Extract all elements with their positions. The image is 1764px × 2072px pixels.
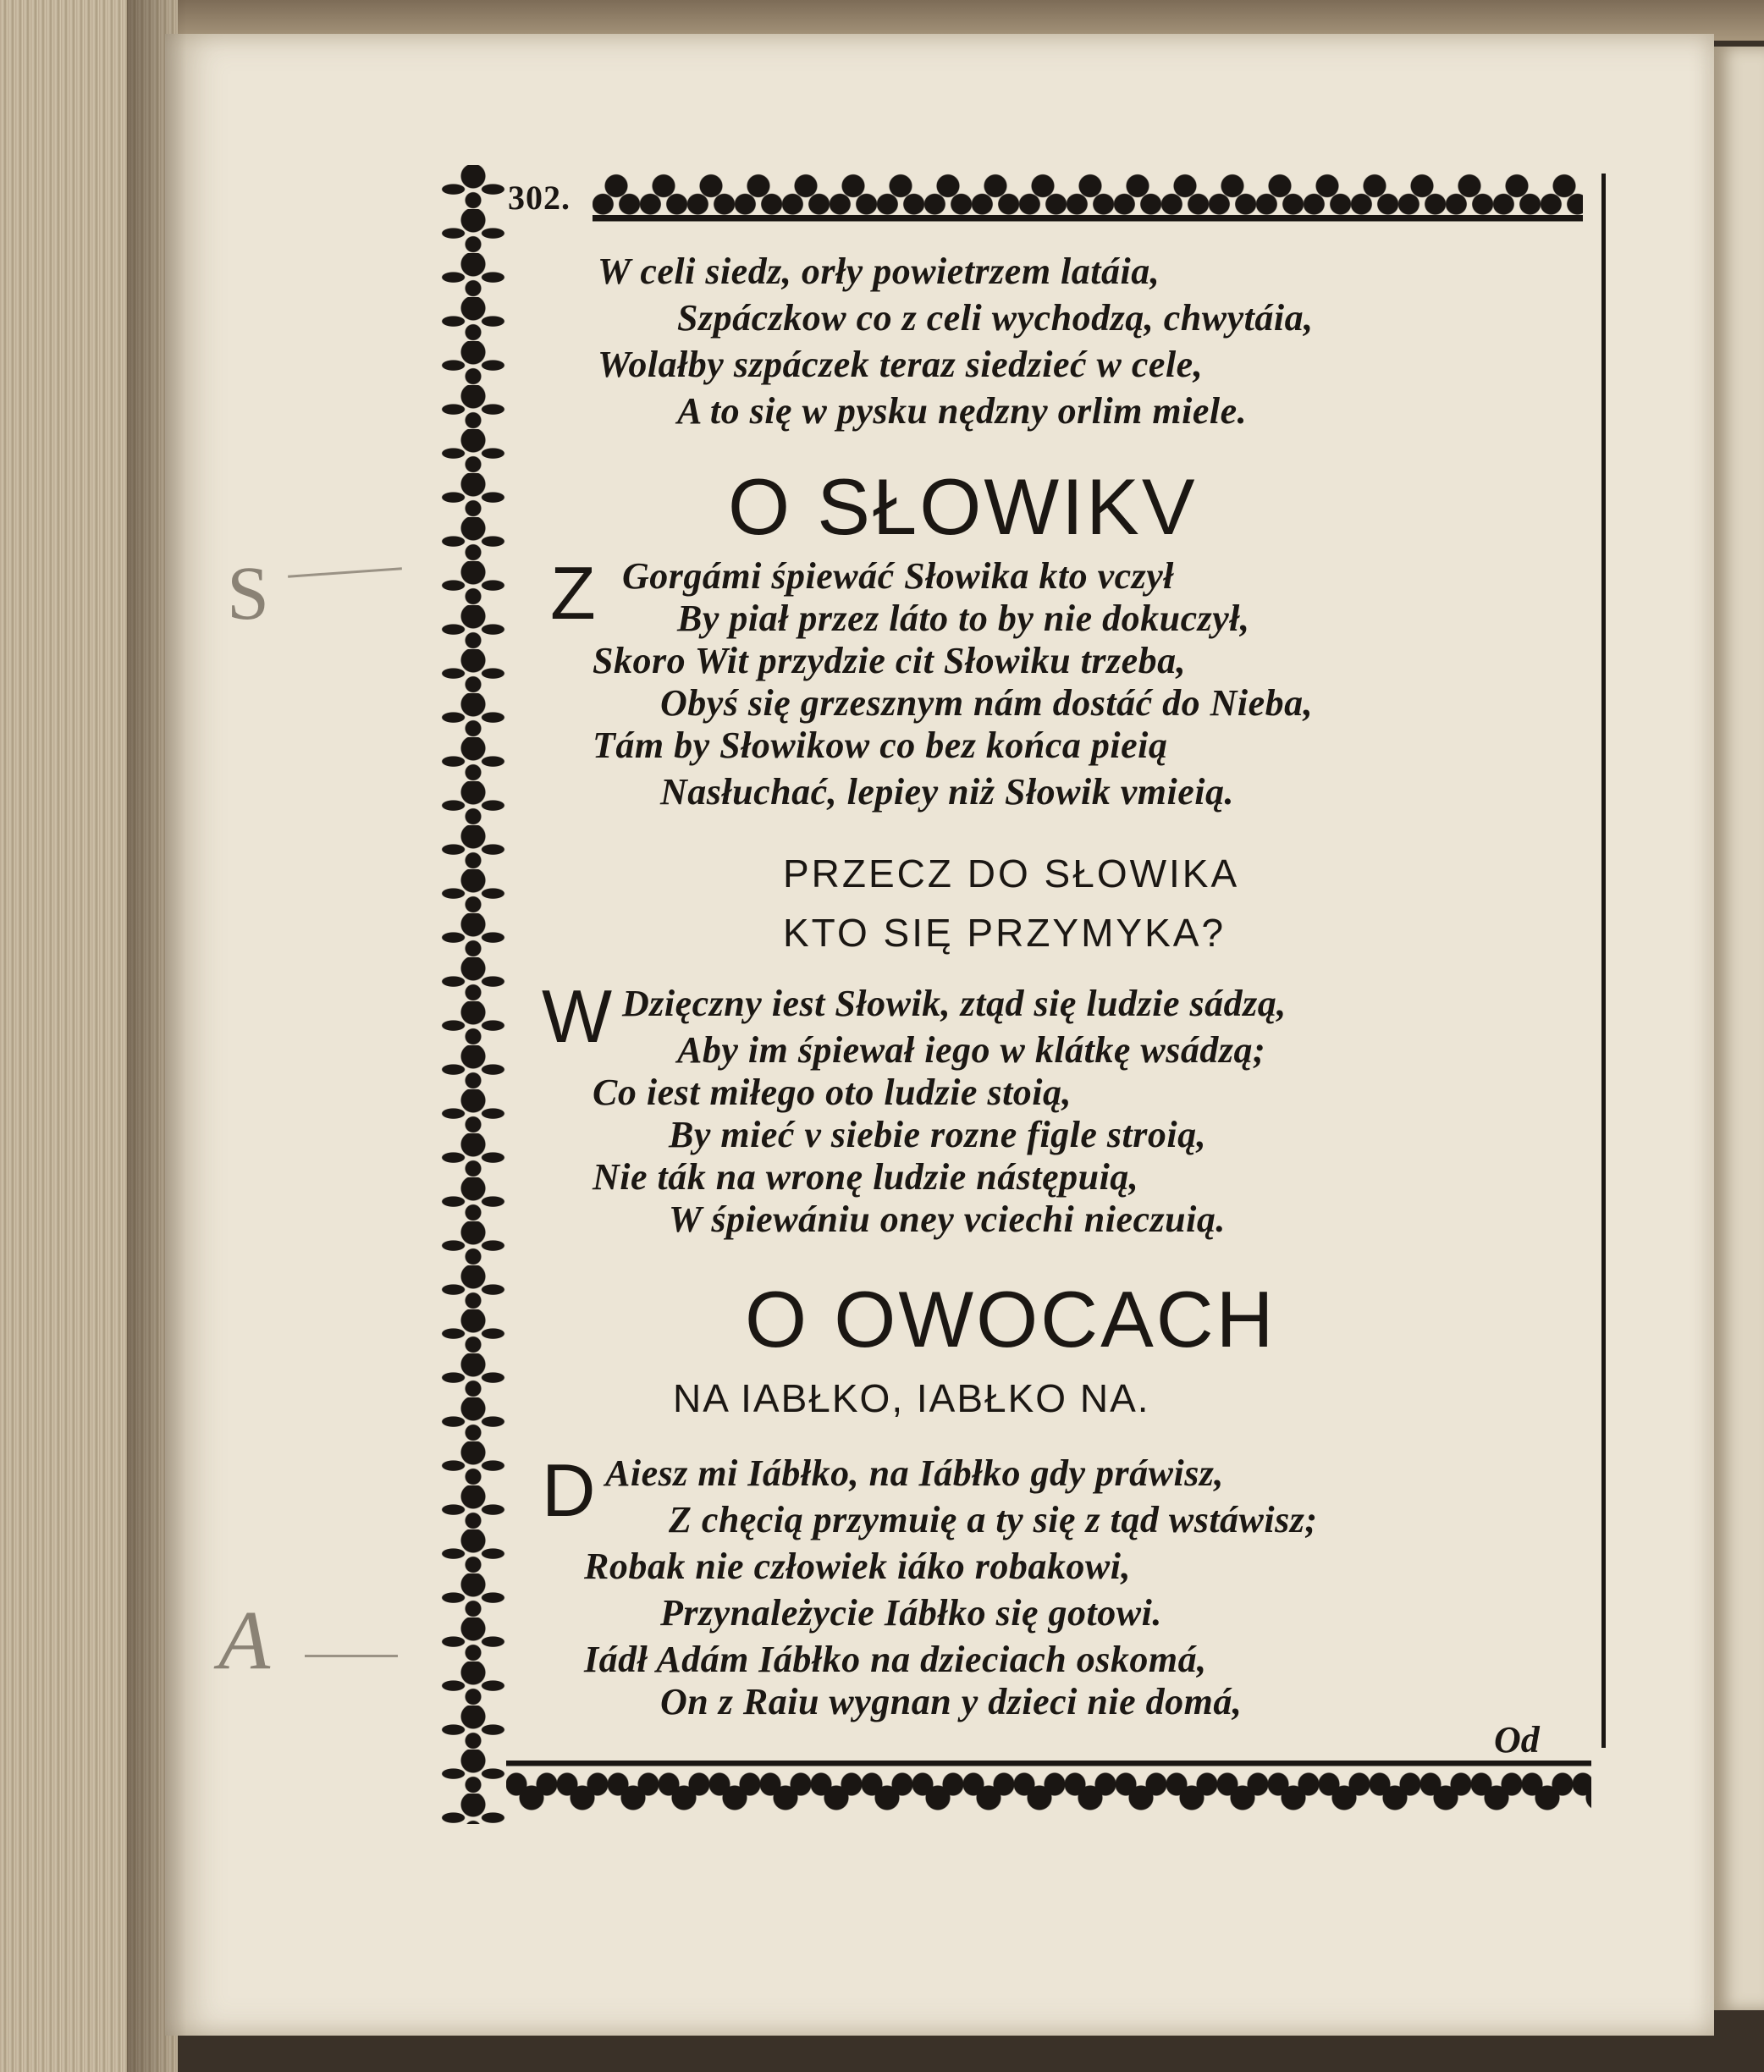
catchword: Od <box>1494 1719 1540 1761</box>
poem-line: Obyś się grzesznym nám dostáć do Nieba, <box>660 682 1314 724</box>
section-subtitle: KTO SIĘ PRZYMYKA? <box>783 911 1227 955</box>
ornament-border-top <box>593 168 1583 229</box>
ornament-border-bottom <box>506 1761 1591 1828</box>
spine-shadow <box>127 0 186 2072</box>
poem-line: Szpáczkow co z celi wychodzą, chwytáia, <box>677 297 1314 339</box>
facing-page-edge <box>1714 47 1764 2010</box>
poem-line: Z chęcią przymuię a ty się z tąd wstáwisz; <box>669 1499 1318 1540</box>
page-number: 302. <box>508 179 571 217</box>
poem-line: Skoro Wit przydzie cit Słowiku trzeba, <box>593 640 1187 681</box>
poem-line: Co iest miłego oto ludzie stoią, <box>593 1072 1072 1113</box>
poem-line: A to się w pysku nędzny orlim miele. <box>677 390 1248 432</box>
drop-cap: D <box>542 1448 596 1532</box>
poem-line: Nasłuchać, lepiey niż Słowik vmieią. <box>660 771 1234 813</box>
poem-line: W celi siedz, orły powietrzem latáia, <box>598 251 1160 292</box>
poem-line: Przynależycie Iábłko się gotowi. <box>660 1592 1162 1634</box>
poem-line: Aby im śpiewał iego w klátkę wsádzą; <box>677 1029 1266 1071</box>
poem-line: Iádł Adám Iábłko na dzieciach oskomá, <box>584 1639 1207 1680</box>
drop-cap: W <box>542 974 613 1058</box>
rule-border-right <box>1601 174 1606 1748</box>
poem-line: Aiesz mi Iábłko, na Iábłko gdy práwisz, <box>605 1452 1224 1494</box>
margin-pencil-line <box>305 1655 398 1657</box>
section-title: O SŁOWIKV <box>728 462 1198 551</box>
section-title: PRZECZ DO SŁOWIKA <box>783 851 1240 895</box>
ornament-border-left <box>440 165 506 1824</box>
poem-line: Tám by Słowikow co bez końca pieią <box>593 725 1168 766</box>
poem-line: On z Raiu wygnan y dzieci nie domá, <box>660 1681 1243 1722</box>
poem-line: Robak nie człowiek iáko robakowi, <box>584 1546 1131 1587</box>
poem-line: Wolałby szpáczek teraz siedzieć w cele, <box>598 344 1204 385</box>
poem-line: By piał przez láto to by nie dokuczył, <box>677 598 1250 639</box>
poem-line: W śpiewániu oney vciechi nieczuią. <box>669 1199 1226 1240</box>
poem-line: Nie ták na wronę ludzie nástępuią, <box>593 1156 1139 1198</box>
section-subtitle: NA IABŁKO, IABŁKO NA. <box>673 1376 1150 1420</box>
section-title: O OWOCACH <box>745 1275 1276 1364</box>
drop-cap: Z <box>550 551 596 635</box>
poem-line: Gorgámi śpiewáć Słowika kto vczył <box>622 555 1175 597</box>
poem-line: By mieć v siebie rozne figle stroią, <box>669 1114 1207 1155</box>
margin-note-s: S <box>227 552 270 636</box>
poem-line: Dzięczny iest Słowik, ztąd się ludzie sádzą, <box>622 983 1287 1024</box>
margin-note-a: A <box>218 1593 271 1687</box>
